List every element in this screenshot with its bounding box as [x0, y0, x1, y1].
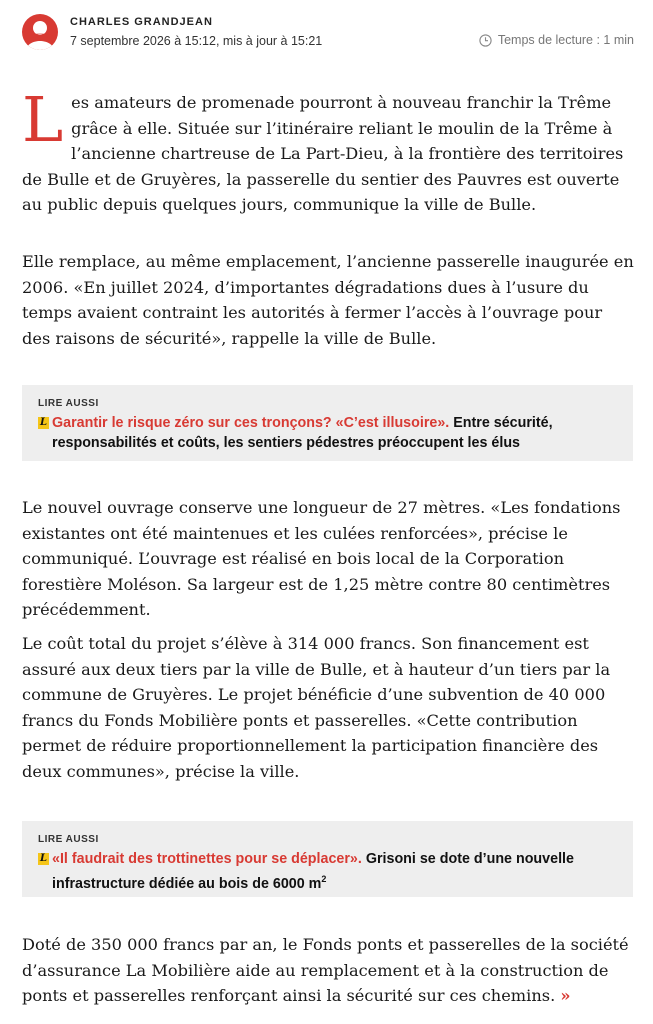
- read-also-text: [38, 413, 617, 453]
- read-also-box-2[interactable]: [22, 821, 633, 897]
- read-also-box-1[interactable]: [22, 385, 633, 461]
- superscript: 2: [321, 874, 327, 884]
- read-also-summary: Grisoni se dote d’une nouvelle infrastructure dédiée au bois de 6000 m: [52, 851, 574, 892]
- author-name[interactable]: CHARLES GRANDJEAN: [70, 16, 213, 28]
- reading-time-label: Temps de lecture : 1 min: [497, 33, 634, 47]
- author-avatar[interactable]: [22, 14, 58, 50]
- read-also-link[interactable]: Garantir le risque zéro sur ces tronçons? «C’est illusoire».: [52, 415, 450, 431]
- article-header: [22, 12, 634, 52]
- reading-time: [479, 33, 634, 47]
- clock-icon: [479, 34, 492, 47]
- read-also-summary: Entre sécurité, responsabilités et coûts, les sentiers pédestres préoccupent les élus: [52, 415, 553, 451]
- end-of-article-mark: »: [560, 986, 571, 1005]
- read-also-label: LIRE AUSSI: [38, 398, 99, 409]
- article-paragraph-2: Elle remplace, au même emplacement, l’ancienne passerelle inaugurée en 2006. «En juillet 2024, d’importantes dégradations dues à l’usure du temps avaient contraint les autorités à fermer l’accès à l’ouvrage pour des raisons de sécurité», rappelle la ville de Bulle.: [22, 252, 634, 348]
- article-paragraph-1: [22, 83, 634, 218]
- paragraph-5-text: Doté de 350 000 francs par an, le Fonds ponts et passerelles de la société d’assurance La Mobilière aide au remplacement et à la construction de ponts et passerelles renforçant ainsi la sécurité sur ces chemins.: [22, 935, 629, 1005]
- liberte-logo-icon: L: [39, 417, 48, 428]
- article-paragraph-3: Le nouvel ouvrage conserve une longueur de 27 mètres. «Les fondations existantes ont été maintenues et les culées renforcées», précise le communiqué. L’ouvrage est réalisé en bois local de la Corporation forestière Moléson. Sa largeur est de 1,25 mètre contre 80 centimètres précédemment.: [22, 498, 621, 619]
- drop-cap: L: [22, 83, 64, 156]
- paragraph-1-text: es amateurs de promenade pourront à nouveau franchir la Trême grâce à elle. Située sur l’itinéraire reliant le moulin de la Trême à l’ancienne chartreuse de La Part-Dieu, à la frontière des territoires de Bulle et de Gruyères, la passerelle du sentier des Pauvres est ouverte au public depuis quelques jours, communique la ville de Bulle.: [22, 93, 624, 214]
- read-also-text: [38, 849, 617, 894]
- read-also-label: LIRE AUSSI: [38, 834, 99, 845]
- read-also-link[interactable]: «Il faudrait des trottinettes pour se déplacer».: [52, 851, 362, 867]
- article-paragraph-5: [22, 932, 634, 1009]
- article-paragraph-4: Le coût total du projet s’élève à 314 000 francs. Son financement est assuré aux deux tiers par la ville de Bulle, et à hauteur d’un tiers par la commune de Gruyères. Le projet bénéficie d’une subvention de 40 000 francs du Fonds Mobilière ponts et passerelles. «Cette contribution permet de réduire proportionnellement la participation financière des deux communes», précise la ville.: [22, 634, 611, 781]
- publish-date: 7 septembre 2026 à 15:12, mis à jour à 15:21: [70, 34, 323, 48]
- liberte-logo-icon: L: [39, 853, 48, 864]
- avatar-person-icon: [22, 14, 58, 50]
